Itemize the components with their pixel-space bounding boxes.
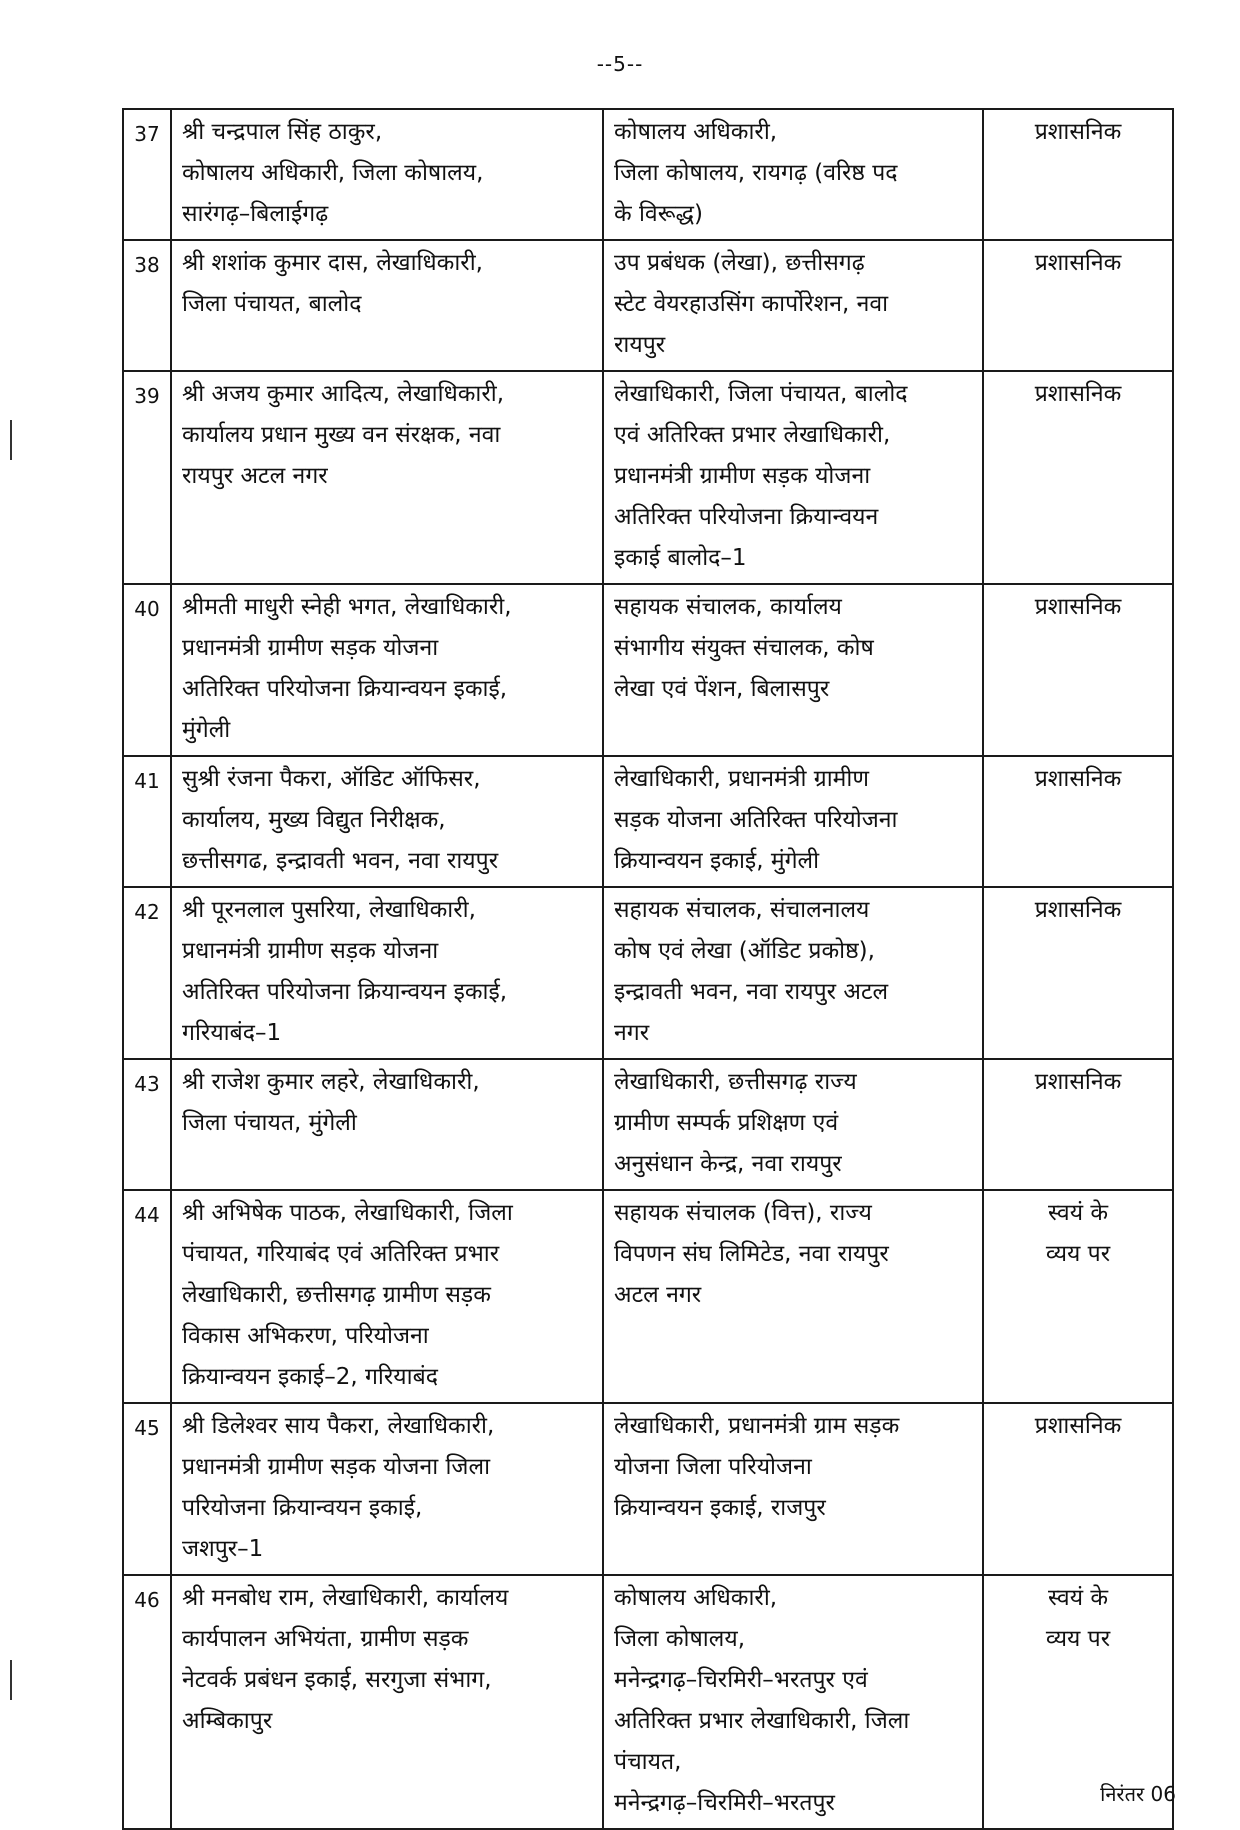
serial-number: 43 (123, 1059, 171, 1190)
officer-name-designation: श्रीमती माधुरी स्नेही भगत, लेखाधिकारी, प्रधानमंत्री ग्रामीण सड़क योजना अतिरिक्त परियोजना क्रियान्वयन इकाई, मुंगेली (171, 584, 603, 756)
new-posting: उप प्रबंधक (लेखा), छत्तीसगढ़ स्टेट वेयरहाउसिंग कार्पोरेशन, नवा रायपुर (603, 240, 983, 371)
table-row (123, 1575, 1173, 1829)
transfer-reason: प्रशासनिक (983, 109, 1173, 240)
officer-name-designation: श्री डिलेश्वर साय पैकरा, लेखाधिकारी, प्रधानमंत्री ग्रामीण सड़क योजना जिला परियोजना क्रियान्वयन इकाई, जशपुर–1 (171, 1403, 603, 1575)
transfer-reason: प्रशासनिक (983, 1403, 1173, 1575)
officer-name-designation: श्री पूरनलाल पुसरिया, लेखाधिकारी, प्रधानमंत्री ग्रामीण सड़क योजना अतिरिक्त परियोजना क्रियान्वयन इकाई, गरियाबंद–1 (171, 887, 603, 1059)
officer-name-designation: श्री मनबोध राम, लेखाधिकारी, कार्यालय कार्यपालन अभियंता, ग्रामीण सड़क नेटवर्क प्रबंधन इकाई, सरगुजा संभाग, अम्बिकापुर (171, 1575, 603, 1829)
transfer-reason: प्रशासनिक (983, 756, 1173, 887)
new-posting: कोषालय अधिकारी, जिला कोषालय, रायगढ़ (वरिष्ठ पद के विरूद्ध) (603, 109, 983, 240)
serial-number: 39 (123, 371, 171, 584)
new-posting: सहायक संचालक (वित्त), राज्य विपणन संघ लिमिटेड, नवा रायपुर अटल नगर (603, 1190, 983, 1403)
scan-margin-mark (10, 420, 12, 460)
new-posting: सहायक संचालक, कार्यालय संभागीय संयुक्त संचालक, कोष लेखा एवं पेंशन, बिलासपुर (603, 584, 983, 756)
table-row (123, 1403, 1173, 1575)
transfer-reason: स्वयं के व्यय पर (983, 1575, 1173, 1829)
serial-number: 41 (123, 756, 171, 887)
serial-number: 38 (123, 240, 171, 371)
officer-name-designation: श्री चन्द्रपाल सिंह ठाकुर, कोषालय अधिकारी, जिला कोषालय, सारंगढ़–बिलाईगढ़ (171, 109, 603, 240)
table-row (123, 756, 1173, 887)
table-row (123, 1190, 1173, 1403)
serial-number: 46 (123, 1575, 171, 1829)
transfer-reason: प्रशासनिक (983, 584, 1173, 756)
serial-number: 44 (123, 1190, 171, 1403)
scan-margin-mark (10, 1660, 12, 1700)
officer-name-designation: सुश्री रंजना पैकरा, ऑडिट ऑफिसर, कार्यालय, मुख्य विद्युत निरीक्षक, छत्तीसगढ, इन्द्रावती भवन, नवा रायपुर (171, 756, 603, 887)
table-row (123, 240, 1173, 371)
transfer-reason: प्रशासनिक (983, 240, 1173, 371)
officer-name-designation: श्री राजेश कुमार लहरे, लेखाधिकारी, जिला पंचायत, मुंगेली (171, 1059, 603, 1190)
serial-number: 42 (123, 887, 171, 1059)
new-posting: लेखाधिकारी, प्रधानमंत्री ग्राम सड़क योजना जिला परियोजना क्रियान्वयन इकाई, राजपुर (603, 1403, 983, 1575)
transfer-order-table (122, 108, 1174, 1830)
new-posting: सहायक संचालक, संचालनालय कोष एवं लेखा (ऑडिट प्रकोष्ठ), इन्द्रावती भवन, नवा रायपुर अटल नगर (603, 887, 983, 1059)
transfer-reason: प्रशासनिक (983, 371, 1173, 584)
transfer-reason: स्वयं के व्यय पर (983, 1190, 1173, 1403)
officer-name-designation: श्री अजय कुमार आदित्य, लेखाधिकारी, कार्यालय प्रधान मुख्य वन संरक्षक, नवा रायपुर अटल नगर (171, 371, 603, 584)
serial-number: 37 (123, 109, 171, 240)
continued-note: निरंतर 06 (1100, 1782, 1176, 1806)
table-row (123, 109, 1173, 240)
serial-number: 40 (123, 584, 171, 756)
page-number: --5-- (596, 52, 644, 76)
table-row (123, 1059, 1173, 1190)
officer-name-designation: श्री अभिषेक पाठक, लेखाधिकारी, जिला पंचायत, गरियाबंद एवं अतिरिक्त प्रभार लेखाधिकारी, छत्तीसगढ़ ग्रामीण सड़क विकास अभिकरण, परियोजना क्रियान्वयन इकाई–2, गरियाबंद (171, 1190, 603, 1403)
transfer-reason: प्रशासनिक (983, 1059, 1173, 1190)
table-row (123, 584, 1173, 756)
new-posting: लेखाधिकारी, जिला पंचायत, बालोद एवं अतिरिक्त प्रभार लेखाधिकारी, प्रधानमंत्री ग्रामीण सड़क योजना अतिरिक्त परियोजना क्रियान्वयन इकाई बालोद–1 (603, 371, 983, 584)
new-posting: कोषालय अधिकारी, जिला कोषालय, मनेन्द्रगढ़–चिरमिरी–भरतपुर एवं अतिरिक्त प्रभार लेखाधिकारी, जिला पंचायत, मनेन्द्रगढ़–चिरमिरी–भरतपुर (603, 1575, 983, 1829)
new-posting: लेखाधिकारी, छत्तीसगढ़ राज्य ग्रामीण सम्पर्क प्रशिक्षण एवं अनुसंधान केन्द्र, नवा रायपुर (603, 1059, 983, 1190)
new-posting: लेखाधिकारी, प्रधानमंत्री ग्रामीण सड़क योजना अतिरिक्त परियोजना क्रियान्वयन इकाई, मुंगेली (603, 756, 983, 887)
table-row (123, 371, 1173, 584)
transfer-reason: प्रशासनिक (983, 887, 1173, 1059)
table-row (123, 887, 1173, 1059)
serial-number: 45 (123, 1403, 171, 1575)
officer-name-designation: श्री शशांक कुमार दास, लेखाधिकारी, जिला पंचायत, बालोद (171, 240, 603, 371)
